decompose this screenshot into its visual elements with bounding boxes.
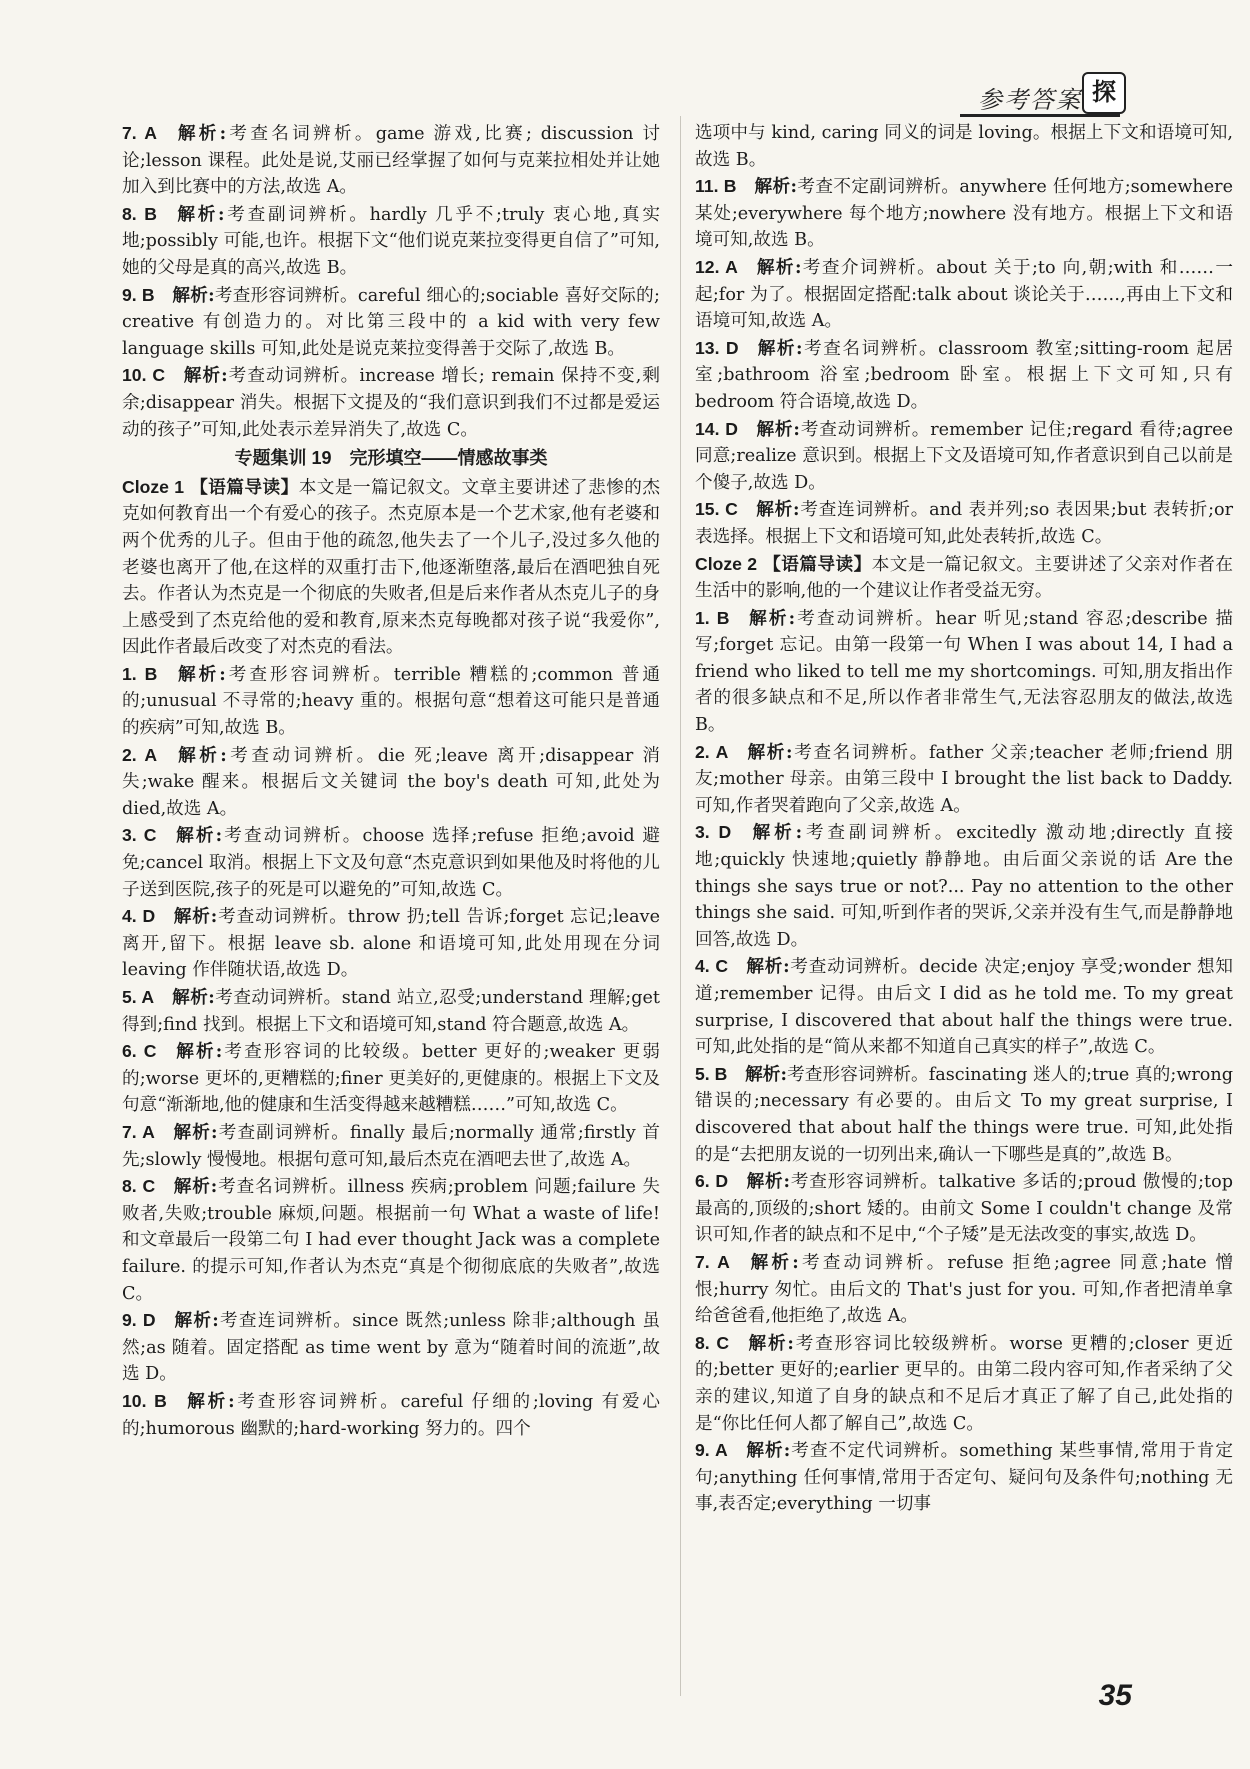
- answer-number: 5. B: [695, 1063, 728, 1084]
- analysis-text: 考查介词辨析。about 关于;to 向,朝;with 和……一起;for 为了。根据固定搭配:talk about 谈论关于……,再由上下文和语境可知,故选 A。: [695, 257, 1233, 332]
- answer-item: [695, 953, 1233, 1060]
- cloze2-summary: 本文是一篇记叙文。主要讲述了父亲对作者在生活中的影响,他的一个建议让作者受益无穷。: [695, 554, 1233, 602]
- analysis-label: 解析:: [174, 825, 223, 847]
- cloze1-answer-list: [122, 661, 660, 1442]
- analysis-label: 解析:: [744, 1063, 787, 1085]
- right-column: [695, 120, 1233, 1518]
- analysis-text: 考查名词辨析。classroom 教室;sitting-room 起居室;bathroom 浴室;bedroom 卧室。根据上下文可知,只有 bedroom 符合语境,故选 D。: [695, 338, 1233, 412]
- analysis-text: 考查不定代词辨析。something 某些事情,常用于肯定句;anything 任何事情,常用于否定句、疑问句及条件句;nothing 无事,表否定;everything 一切事: [695, 1441, 1233, 1515]
- answer-number: 9. A: [695, 1440, 728, 1461]
- answer-number: 3. D: [695, 822, 732, 843]
- analysis-text: 考查形容词的比较级。better 更好的;weaker 更弱的;worse 更坏的,更糟糕的;finer 更美好的,更健康的。根据上下文及句意“渐渐地,他的健康和生活变得越来越糟糕……”可知,故选 C。: [122, 1042, 660, 1116]
- answer-item: [122, 362, 660, 443]
- answer-item: [695, 254, 1233, 335]
- header-title: 参考答案: [978, 86, 1082, 114]
- answer-item: [122, 282, 660, 363]
- answer-item: [695, 819, 1233, 953]
- analysis-label: 解析:: [745, 1171, 790, 1193]
- analysis-label: 解析:: [745, 741, 793, 763]
- answer-item: [122, 120, 660, 201]
- answer-item: [122, 822, 660, 903]
- analysis-label: 解析:: [172, 284, 215, 306]
- analysis-label: 解析:: [755, 418, 800, 440]
- answer-number: 1. B: [695, 607, 730, 628]
- answer-number: 4. D: [122, 906, 156, 927]
- answer-item: [695, 416, 1233, 497]
- answer-item: [122, 984, 660, 1038]
- answer-item: [122, 903, 660, 984]
- answer-number: 6. C: [122, 1041, 157, 1062]
- page-header: [960, 72, 1120, 117]
- analysis-label: 解析:: [174, 1041, 223, 1063]
- answer-number: 7. A: [122, 123, 157, 143]
- analysis-label: 解析:: [745, 956, 790, 978]
- cloze1-intro: [122, 474, 660, 661]
- answer-number: 7. A: [695, 1251, 730, 1272]
- answer-number: 1. B: [122, 663, 158, 684]
- section-title: 专题集训 19 完形填空——情感故事类: [234, 448, 548, 469]
- answer-number: 8. C: [122, 1176, 156, 1197]
- answer-item: [122, 1038, 660, 1119]
- answer-item: [122, 1119, 660, 1173]
- analysis-text: 考查形容词辨析。terrible 糟糕的;common 普通的;unusual 不寻常的;heavy 重的。根据句意“想着这可能只是普通的疾病”可知,故选 B。: [122, 664, 660, 739]
- analysis-label: 解析:: [747, 607, 796, 629]
- answer-item: [695, 1168, 1233, 1249]
- analysis-text: 考查动词辨析。choose 选择;refuse 拒绝;avoid 避免;cancel 取消。根据上下文及句意“杰克意识到如果他及时将他的儿子送到医院,孩子的死是可以避免的”可知,故选 C。: [122, 826, 660, 900]
- brand-logo-icon: 探: [1082, 72, 1126, 114]
- answer-number: 15. C: [695, 499, 738, 520]
- analysis-text: 考查形容词辨析。talkative 多话的;proud 傲慢的;top 最高的,顶级的;short 矮的。由前文 Some I couldn't change 及常识可知,作者的缺点和不足中,“个子矮”是无法改变的事实,故选 D。: [695, 1172, 1233, 1246]
- answer-number: 14. D: [695, 418, 738, 439]
- analysis-label: 解析:: [756, 337, 803, 359]
- analysis-label: 解析:: [173, 1310, 219, 1332]
- analysis-text: 考查连词辨析。and 表并列;so 表因果;but 表转折;or 表选择。根据上下文和语境可知,此处表转折,故选 C。: [695, 500, 1233, 547]
- continued-text: 选项中与 kind, caring 同义的词是 loving。根据上下文和语境可知,故选 B。: [695, 123, 1233, 170]
- analysis-label: 解析:: [174, 744, 227, 766]
- analysis-text: 考查不定副词辨析。anywhere 任何地方;somewhere 某处;everywhere 每个地方;nowhere 没有地方。根据上下文和语境可知,故选 B。: [695, 177, 1233, 251]
- analysis-label: 解析:: [174, 203, 225, 225]
- cloze1-tag: 【语篇导读】: [190, 476, 299, 498]
- analysis-text: 考查动词辨析。remember 记住;regard 看待;agree 同意;realize 意识到。根据上下文及语境可知,作者意识到自己以前是个傻子,故选 D。: [695, 419, 1233, 493]
- analysis-label: 解析:: [754, 176, 797, 198]
- analysis-text: 考查副词辨析。finally 最后;normally 通常;firstly 首先;slowly 慢慢地。根据句意可知,最后杰克在酒吧去世了,故选 A。: [122, 1122, 660, 1170]
- cloze2-intro: [695, 551, 1233, 605]
- answer-item: [695, 335, 1233, 416]
- answer-number: 6. D: [695, 1171, 729, 1192]
- analysis-label: 解析:: [746, 1332, 794, 1354]
- analysis-text: 考查动词辨析。refuse 拒绝;agree 同意;hate 憎恨;hurry 匆忙。由后文的 That's just for you. 可知,作者把清单拿给爸爸看,他拒绝了,故选 A。: [695, 1252, 1233, 1327]
- answer-item: [695, 496, 1233, 550]
- answer-item: [695, 605, 1233, 739]
- answer-number: 2. A: [122, 744, 158, 765]
- analysis-label: 解析:: [745, 1440, 791, 1462]
- analysis-text: 考查动词辨析。throw 扔;tell 告诉;forget 忘记;leave 离开,留下。根据 leave sb. alone 和语境可知,此处用现在分词 leaving 作伴随状语,故选 D。: [122, 907, 660, 981]
- page-number: 35: [1098, 1679, 1132, 1712]
- answer-number: 2. A: [695, 741, 729, 762]
- answer-number: 4. C: [695, 956, 729, 977]
- answer-item: [695, 1330, 1233, 1437]
- answer-number: 13. D: [695, 337, 739, 358]
- answer-item: [122, 1307, 660, 1388]
- answer-number: 9. B: [122, 284, 155, 305]
- analysis-text: 考查动词辨析。stand 站立,忍受;understand 理解;get 得到;find 找到。根据上下文和语境可知,stand 符合题意,故选 A。: [122, 988, 660, 1035]
- answer-number: 3. C: [122, 825, 157, 846]
- answer-item: [695, 739, 1233, 820]
- analysis-text: 考查名词辨析。father 父亲;teacher 老师;friend 朋友;mother 母亲。由第三段中 I brought the list back to Daddy. 可知,作者哭着跑向了父亲,故选 A。: [695, 742, 1233, 816]
- answer-number: 8. C: [695, 1332, 730, 1353]
- left-column: [122, 120, 660, 1442]
- analysis-label: 解析:: [174, 663, 226, 685]
- analysis-label: 解析:: [755, 256, 802, 278]
- analysis-text: 考查形容词辨析。careful 仔细的;loving 有爱心的;humorous 幽默的;hard-working 努力的。四个: [122, 1391, 660, 1439]
- answer-item: [122, 661, 660, 742]
- analysis-text: 考查副词辨析。excitedly 激动地;directly 直接地;quickly 快速地;quietly 静静地。由后面父亲说的话 Are the things she says true or not?... Pay no attention to the other things she said. 可知,听到作者的哭诉,父亲并没有生气,而是静静地回答,故选 D。: [695, 823, 1233, 950]
- analysis-label: 解析:: [172, 1121, 218, 1143]
- analysis-text: 考查动词辨析。hear 听见;stand 容忍;describe 描写;forget 忘记。由第一段第一句 When I was about 14, I had a friend who liked to tell me my shortcomings. 可知,朋友指出作者的很多缺点和不足,所以作者非常生气,无法容忍朋友的做法,故选 B。: [695, 608, 1233, 736]
- answer-item: [695, 173, 1233, 254]
- analysis-text: 考查动词辨析。increase 增长; remain 保持不变,剩余;disappear 消失。根据下文提及的“我们意识到我们不过都是爱运动的孩子”可知,此处表示差异消失了,故选 C。: [122, 366, 660, 440]
- answer-item: [122, 201, 660, 282]
- answer-number: 9. D: [122, 1310, 156, 1331]
- answer-item: [122, 1388, 660, 1442]
- analysis-label: 解析:: [184, 1390, 235, 1412]
- answer-item: [695, 1061, 1233, 1168]
- analysis-label: 解析:: [747, 1251, 799, 1273]
- cloze2-label: Cloze 2: [695, 553, 758, 574]
- answer-item: [695, 1249, 1233, 1330]
- right-answer-list: [695, 173, 1233, 550]
- answer-number: 8. B: [122, 203, 158, 224]
- analysis-text: 考查动词辨析。decide 决定;enjoy 享受;wonder 想知道;remember 记得。由后文 I did as he told me. To my great surprise, I discovered that about half the things were true. 可知,此处指的是“简从来都不知道自己真实的样子”,故选 C。: [695, 957, 1233, 1058]
- left-answer-list: [122, 120, 660, 443]
- analysis-text: 考查副词辨析。hardly 几乎不;truly 衷心地,真实地;possibly 可能,也许。根据下文“他们说克莱拉变得更自信了”可知,她的父母是真的高兴,故选 B。: [122, 204, 660, 278]
- analysis-text: 考查动词辨析。die 死;leave 离开;disappear 消失;wake 醒来。根据后文关键词 the boy's death 可知,此处为 died,故选 A。: [122, 745, 660, 819]
- analysis-label: 解析:: [172, 1176, 218, 1198]
- answer-number: 11. B: [695, 176, 737, 197]
- analysis-label: 解析:: [174, 123, 227, 144]
- answer-number: 7. A: [122, 1121, 155, 1142]
- answer-number: 10. C: [122, 365, 166, 386]
- answer-item: [695, 1437, 1233, 1518]
- cloze2-answer-list: [695, 605, 1233, 1518]
- analysis-text: 考查名词辨析。illness 疾病;problem 问题;failure 失败者,失败;trouble 麻烦,问题。根据前一句 What a waste of life! 和文章最后一段第二句 I had ever thought Jack was a complete failure. 的提示可知,作者认为杰克“真是个彻彻底底的失败者”,故选 C。: [122, 1177, 660, 1304]
- analysis-label: 解析:: [748, 822, 803, 844]
- answer-item: [122, 742, 660, 823]
- analysis-label: 解析:: [171, 987, 215, 1008]
- answer-item: [122, 1173, 660, 1307]
- answer-number: 5. A: [122, 987, 155, 1007]
- analysis-text: 考查形容词辨析。fascinating 迷人的;true 真的;wrong 错误的;necessary 有必要的。由后文 To my great surprise, I discovered that about half the things were true. 可知,此处指的是“去把朋友说的一切列出来,确认一下哪些是真的”,故选 B。: [695, 1064, 1233, 1165]
- cloze1-summary: 本文是一篇记叙文。文章主要讲述了悲惨的杰克如何教育出一个有爱心的孩子。杰克原本是一个艺术家,他有老婆和两个优秀的儿子。但由于他的疏忽,他失去了一个儿子,没过多久他的老婆也离开了他,在这样的双重打击下,他逐渐堕落,最后在酒吧独自死去。作者认为杰克是一个彻底的失败者,但是后来作者从杰克儿子的身上感受到了杰克给他的爱和教育,原来杰克每晚都对孩子说“我爱你”,因此作者最后改变了对杰克的看法。: [122, 477, 660, 658]
- cloze1-label: Cloze 1: [122, 476, 185, 497]
- analysis-text: 考查形容词比较级辨析。worse 更糟的;closer 更近的;better 更好的;earlier 更早的。由第二段内容可知,作者采纳了父亲的建议,知道了自身的缺点和不足后才真正了解了自己,此处指的是“你比任何人都了解自己”,故选 C。: [695, 1333, 1233, 1434]
- analysis-text: 考查形容词辨析。careful 细心的;sociable 喜好交际的; creative 有创造力的。对比第三段中的 a kid with very few language skills 可知,此处是说克莱拉变得善于交际了,故选 B。: [122, 285, 660, 359]
- column-divider: [680, 116, 681, 1696]
- analysis-label: 解析:: [182, 365, 228, 387]
- analysis-text: 考查名词辨析。game 游戏,比赛; discussion 讨论;lesson 课程。此处是说,艾丽已经掌握了如何与克莱拉相处并让她加入到比赛中的方法,故选 A。: [122, 124, 660, 198]
- analysis-label: 解析:: [172, 906, 218, 928]
- answer-number: 10. B: [122, 1390, 167, 1411]
- cloze2-tag: 【语篇导读】: [763, 553, 872, 575]
- analysis-label: 解析:: [755, 499, 800, 521]
- analysis-text: 考查连词辨析。since 既然;unless 除非;although 虽然;as 随着。固定搭配 as time went by 意为“随着时间的流逝”,故选 D。: [122, 1311, 660, 1385]
- answer-number: 12. A: [695, 256, 738, 277]
